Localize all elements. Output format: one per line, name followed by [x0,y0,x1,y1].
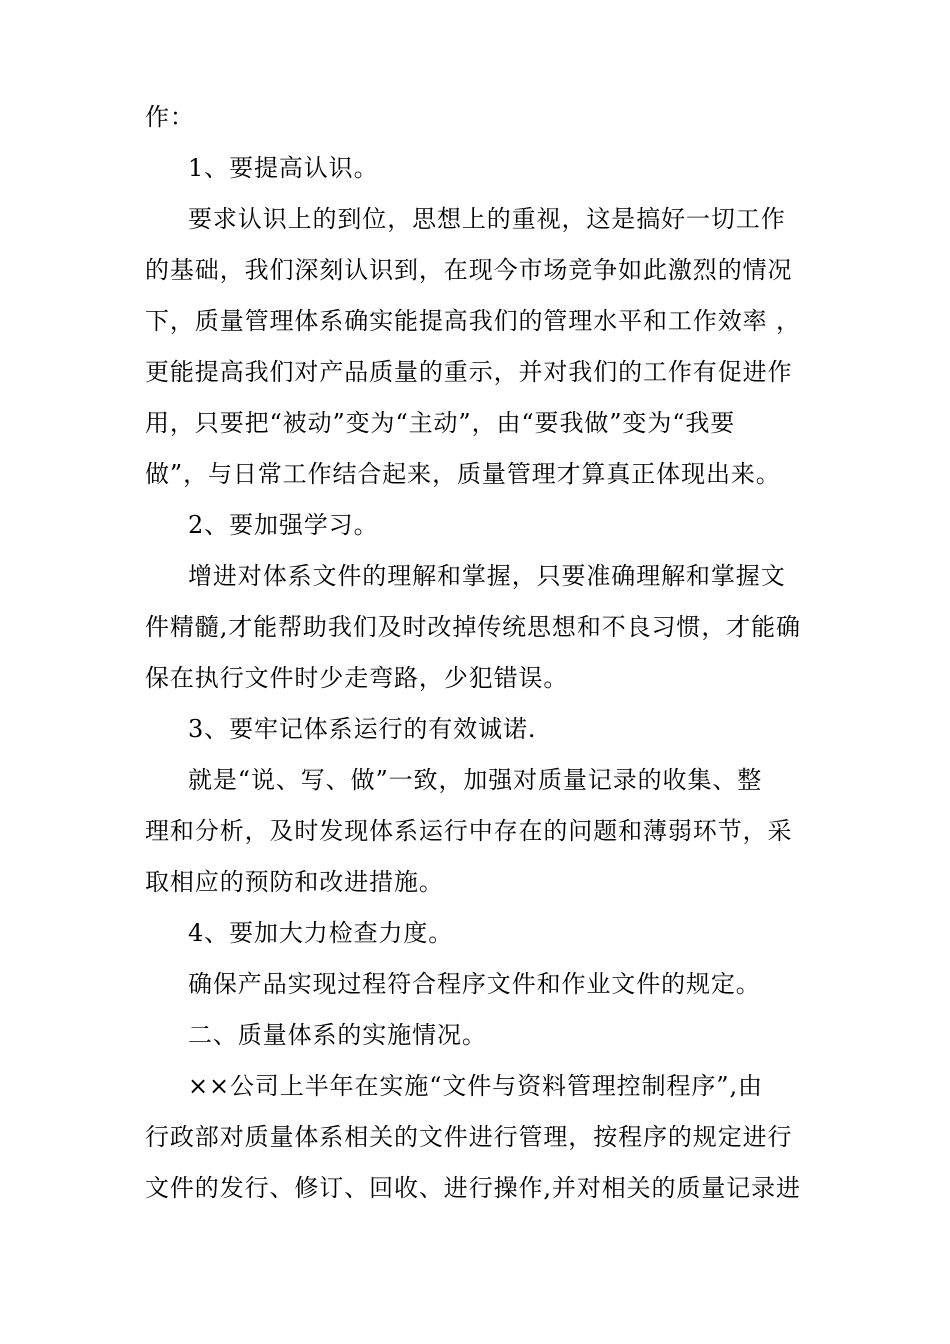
numbered-heading: 1、要提高认识。 [188,154,379,182]
text-line: 用，只要把“被动”变为“主动”，由“要我做”变为“我要 [145,409,736,437]
text-line: 取相应的预防和改进措施。 [145,868,444,896]
document-body [145,92,810,1214]
text-line: 更能提高我们对产品质量的重示，并对我们的工作有促进作 [145,358,793,386]
numbered-heading: 3、要牢记体系运行的有效诚诺. [188,715,537,743]
text-line: 作： [145,103,195,131]
text-line: 件精髓,才能帮助我们及时改掉传统思想和不良习惯，才能确 [145,613,801,641]
text-line: 行政部对质量体系相关的文件进行管理，按程序的规定进行 [145,1123,793,1151]
text-line: ××公司上半年在实施“文件与资料管理控制程序”,由 [188,1072,763,1100]
text-line: 要求认识上的到位，思想上的重视，这是搞好一切工作 [188,205,786,233]
text-line: 的基础，我们深刻认识到，在现今市场竞争如此激烈的情况 [145,256,793,284]
text-line: 下，质量管理体系确实能提高我们的管理水平和工作效率 ， [145,307,801,335]
text-line: 增进对体系文件的理解和掌握，只要准确理解和掌握文 [188,562,786,590]
numbered-heading: 4、要加大力检查力度。 [188,919,454,947]
text-line: 就是“说、写、做”一致，加强对质量记录的收集、整 [188,766,763,794]
text-line: 理和分析，及时发现体系运行中存在的问题和薄弱环节，采 [145,817,793,845]
text-line: 确保产品实现过程符合程序文件和作业文件的规定。 [188,970,761,998]
text-line: 保在执行文件时少走弯路，少犯错误。 [145,664,569,692]
text-line: 做”，与日常工作结合起来，质量管理才算真正体现出来。 [145,460,781,488]
text-line: 文件的发行、修订、回收、进行操作,并对相关的质量记录进 [145,1174,801,1202]
numbered-heading: 2、要加强学习。 [188,511,379,539]
section-heading: 二、质量体系的实施情况。 [188,1021,487,1049]
